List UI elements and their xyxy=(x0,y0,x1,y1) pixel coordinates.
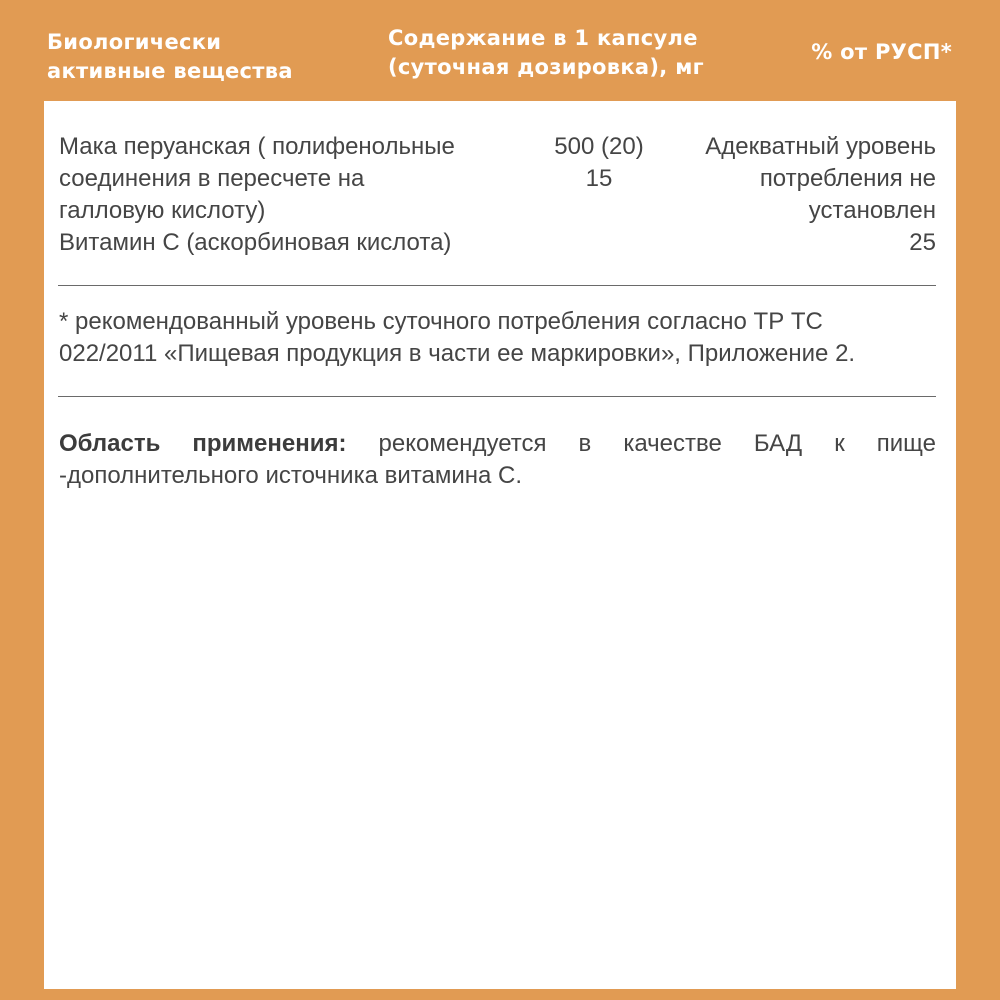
header-content-column: Содержание в 1 капсуле (суточная дозировка), мг xyxy=(388,26,704,79)
table-row-1-amount: 500 (20) 15 xyxy=(554,133,644,192)
usage-paragraph xyxy=(59,428,936,492)
footnote: * рекомендованный уровень суточного потребления согласно ТР ТС 022/2011 «Пищевая продукция в части ее маркировки», Приложение 2. xyxy=(59,308,856,367)
divider-top xyxy=(58,285,936,286)
header-rusp-column: % от РУСП* xyxy=(811,40,952,64)
table-row-1-name: Мака перуанская ( полифенольные соединения в пересчете на галловую кислоту) xyxy=(59,133,455,224)
header-substances-column: Биологически активные вещества xyxy=(47,30,293,83)
usage-text: рекомендуется в качестве БАД к пище -дополнительного источника витамина С. xyxy=(59,430,936,489)
table-row-2-rusp: 25 xyxy=(909,229,936,256)
usage-label: Область применения: xyxy=(59,430,347,457)
content-panel xyxy=(44,101,956,989)
table-row-1-rusp: Адекватный уровень потребления не установлен xyxy=(705,133,936,224)
table-row-2-name: Витамин С (аскорбиновая кислота) xyxy=(59,229,452,256)
divider-bottom xyxy=(58,396,936,397)
